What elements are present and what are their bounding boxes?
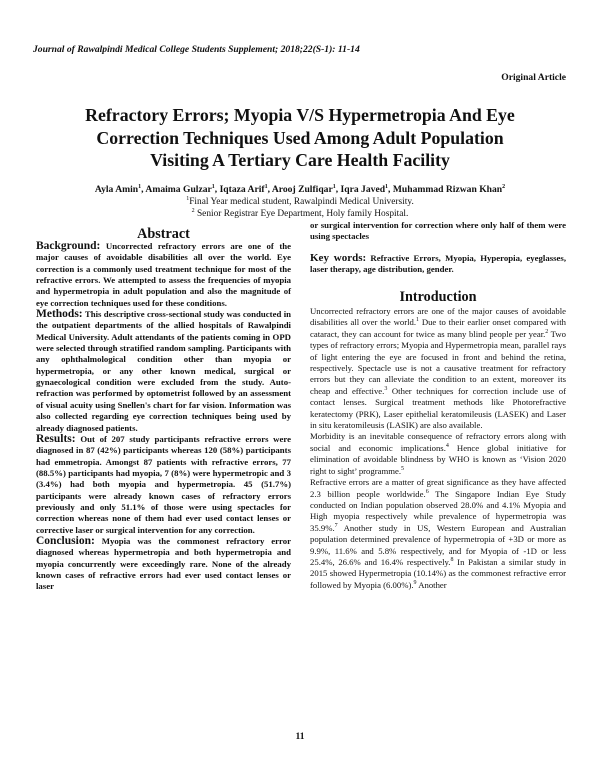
intro-text: Hence global initiative for elimination of avoidable blindness by WHO is known as ‘Vision 2020 right to sight’ programme. [310, 442, 567, 476]
introduction-heading: Introduction [399, 289, 477, 305]
author-mark: 1 [264, 183, 268, 190]
citation-mark: 7 [334, 522, 338, 529]
citation-mark: 9 [413, 579, 417, 586]
intro-text: Two types of refractory errors; Myopia and Hypermetropia mean, parallel rays of light entering the eye are focused in front and behind the retina, respectively. Spectacle use is not a causative treatment for refractory errors but they can alleviate the condition to an extent, moreover its cheap and effective. [310, 328, 566, 396]
author-mark: 1 [385, 183, 389, 190]
article-title [30, 104, 570, 172]
affiliation-1 [30, 197, 570, 207]
affiliation-2 [30, 209, 570, 219]
intro-text: Another [416, 579, 447, 590]
intro-text: Uncorrected refractory errors are one of the major causes of avoidable disabilities all over the world. [310, 306, 566, 328]
citation-mark: 2 [545, 328, 549, 335]
citation-mark: 5 [401, 465, 405, 472]
intro-paragraph [310, 306, 566, 431]
author-mark: 2 [502, 183, 506, 190]
abstract-text-methods: This descriptive cross-sectional study was conducted in the outpatient departments of the allied hospitals of Rawalpindi Medical University. Adult attendants of the patients coming in OPD were selected through stratified random sampling. Participants with any ophthalmological condition other than myopia or hypermetropia, or any other known medical, surgical or gynaecological condition were excluded from the study. Auto-refraction was performed by optometrist followed by an assessment of visual acuity using Snellen's chart for far vision. Information was also collected regarding eye correction techniques being used by already diagnosed patients. [36, 309, 292, 433]
abstract-body [36, 241, 291, 593]
author-name: Ayla Amin [94, 184, 139, 195]
journal-citation: Journal of Rawalpindi Medical College Students Supplement; 2018;22(S-1): 11-14 [33, 44, 360, 55]
title-line: Correction Techniques Used Among Adult Population [96, 127, 504, 148]
keywords [310, 253, 566, 276]
keywords-text: Refractive Errors, Myopia, Hyperopia, eyeglasses, laser therapy, age distribution, gender. [310, 253, 567, 275]
intro-paragraph [310, 477, 566, 591]
affiliation-mark: 1 [186, 195, 190, 202]
abstract-label-conclusion: Conclusion: [36, 534, 95, 547]
author-list: Ayla Amin$^1$, Amaima Gulzar$^1$, Iqtaza Arif$^1$, Arooj Zulfiqar$^1$, Iqra Javed$^1$, Muhammad Rizwan Khan$^2$ [94, 183, 506, 195]
affiliation-text: Senior Registrar Eye Department, Holy family Hospital. [196, 209, 409, 219]
affiliation-mark: 2 [191, 207, 195, 214]
abstract-label-methods: Methods: [36, 308, 83, 321]
abstract-heading: Abstract [137, 226, 190, 242]
author-name: Iqra Javed [340, 184, 386, 195]
intro-text: Another study in US, Western European and Australian population determined prevalence of hypermetropia of +3D or more as 9.9%, 11.6% and 5.8% respectively, and for Myopia of -1D or less 25.4%, 26.6% and 16.4% respectively. [310, 522, 566, 567]
keywords-label: Key words: [310, 252, 367, 264]
citation-mark: 3 [384, 385, 388, 392]
intro-text: In Pakistan a similar study in 2015 showed Hypermetropia (10.14%) as the commonest refractive error followed by Myopia (6.00%). [310, 556, 566, 590]
introduction-body [310, 306, 566, 591]
citation-mark: 8 [450, 557, 454, 564]
intro-text: Due to their earlier onset compared with cataract, they can account for twice as many blind people per year. [310, 317, 566, 339]
title-line: Refractory Errors; Myopia V/S Hypermetropia And Eye [85, 105, 515, 125]
author-name: Arooj Zulfiqar [271, 184, 333, 195]
intro-text: Refractive errors are a matter of great significance as they have affected 2.3 billion people worldwide. [310, 477, 566, 499]
author-mark: 1 [332, 183, 336, 190]
title-line: Visiting A Tertiary Care Health Facility [150, 150, 450, 170]
author-mark: 1 [138, 183, 142, 190]
abstract-continuation: or surgical intervention for correction where only half of them were using spectacles [310, 220, 566, 242]
intro-text: Other techniques for correction include use of contact lenses. Surgical treatment methods like Photorefractive keratectomy (PRK), Laser epithelial keratomileusis (LASEK) and Laser in situ keratomileusis (LASIK) are also available. [310, 385, 566, 431]
page-number: 11 [295, 731, 305, 742]
article-type: Original Article [501, 72, 566, 83]
affiliation-text: Final Year medical student, Rawalpindi Medical University. [189, 197, 414, 207]
author-mark: 1 [211, 183, 215, 190]
intro-text: Morbidity is an inevitable consequence of refractory errors along with social and economic implications. [310, 431, 566, 453]
citation-mark: 1 [416, 317, 420, 324]
abstract-text-background: Uncorrected refractory errors are one of the major causes of avoidable disabilities all over the world. Eye correction is a commonly used treatment technique for most of the refractive errors. We attempted to assess the frequencies of myopia and hypermetropia in adult population and also the magnitude of eye correction techniques used for these conditions. [36, 241, 292, 308]
abstract-text-conclusion: Myopia was the commonest refractory error diagnosed whereas hypermetropia and both hypermetropia and myopia concurrently were exceedingly rare. None of the already known cases of refractive errors had ever used contact lenses or laser [36, 535, 291, 592]
abstract-label-results: Results: [36, 432, 76, 445]
intro-text: The Singapore Indian Eye Study conducted on Indian population observed 28.0% and 4.1% Myopia and High myopia respectively while prevalence of hypermetropia was 35.9%. [310, 488, 566, 533]
citation-mark: 4 [445, 442, 449, 449]
author-name: Iqtaza Arif [219, 184, 265, 195]
abstract-text-results: Out of 207 study participants refractive errors were diagnosed in 87 (42%) participants whereas 120 (58%) participants had emmetropia. Amongst 87 patients with refractive errors, 77 (88.5%) participants had myopia, 7 (8%) were hypermetropic and 3 (3.4%) had both myopia and hypermetropia. 45 (51.7%) participants were already known cases of refractory errors previously and only 51.1% of those were using spectacles for correction whereas none of them had ever used contact lenses or corrective laser or surgical intervention for any correction. [36, 433, 291, 535]
author-name: Amaima Gulzar [145, 184, 212, 195]
abstract-label-background: Background: [36, 240, 101, 252]
citation-mark: 6 [425, 488, 429, 495]
author-name: Muhammad Rizwan Khan [392, 184, 503, 195]
intro-paragraph [310, 431, 566, 477]
